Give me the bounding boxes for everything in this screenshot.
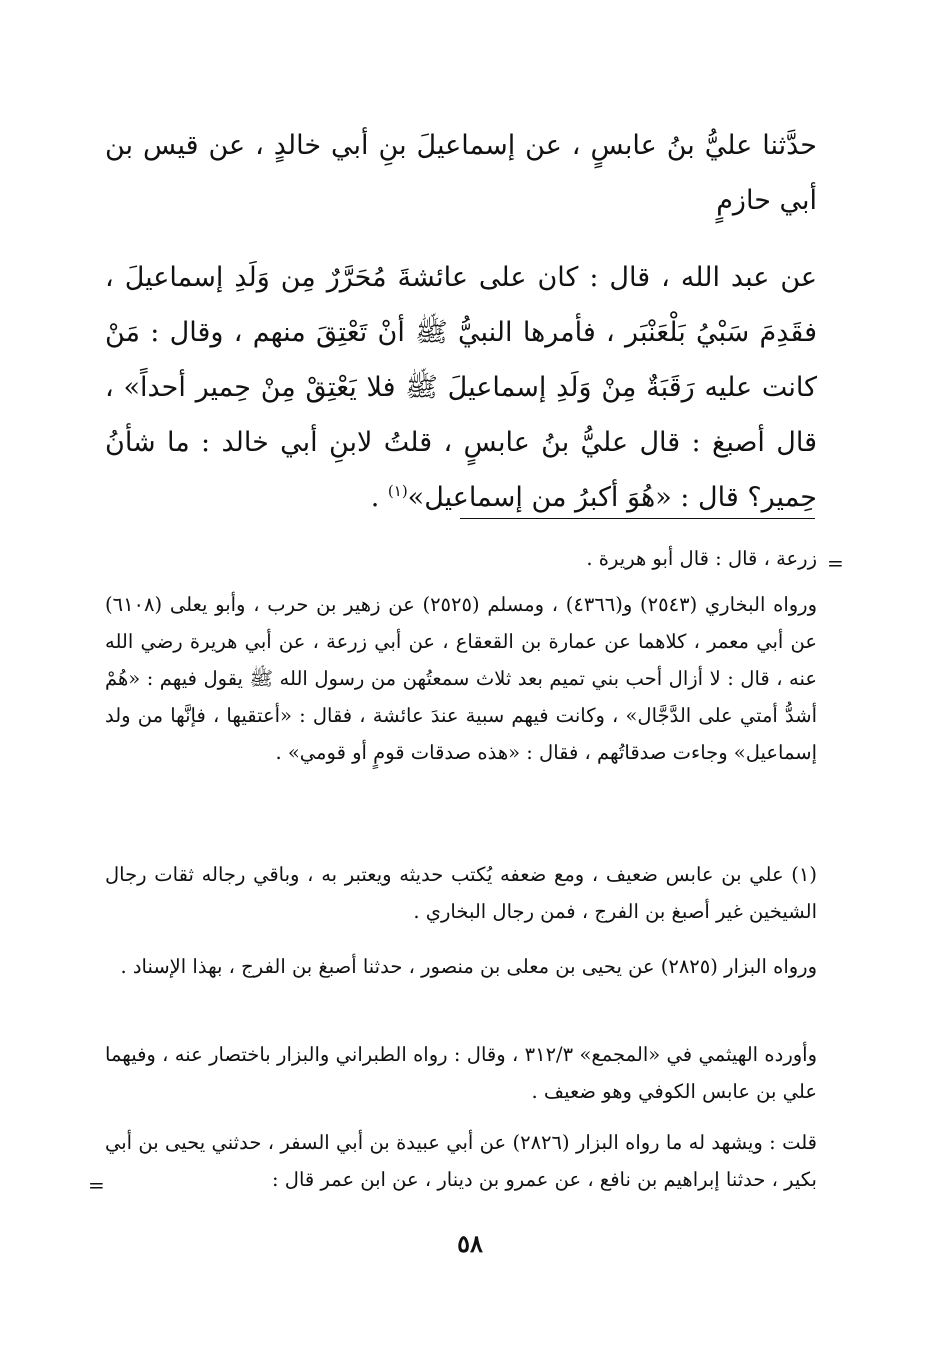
hadith-matn-end: .: [370, 482, 388, 513]
footnote-bukhari-paragraph: ورواه البخاري (٢٥٤٣) و(٤٣٦٦) ، ومسلم (٢٥٢٥) عن زهير بن حرب ، وأبو يعلى (٦١٠٨) عن أبي معمر ، كلاهما عن عمارة بن القعقاع ، عن أبي زرعة ، عن أبي هريرة رضي الله عنه ، قال : لا أزال أحب بني تميم بعد ثلاث سمعتُهن من رسول الله ﷺ يقول فيهم : «هُمْ أشدُّ أمتي على الدَّجَّال» ، وكانت فيهم سبية عندَ عائشة ، فقال : «أعتقيها ، فإنَّها من ولد إسماعيل» وجاءت صدقاتُهم ، فقال : «هذه صدقات قومٍ أو قومي» .: [105, 593, 817, 764]
footnote-continued-text: زرعة ، قال : قال أبو هريرة .: [586, 547, 817, 570]
footnote-reference: (١): [387, 482, 408, 500]
hadith-isnad: حدَّثنا عليُّ بنُ عابسٍ ، عن إسماعيلَ بنِ أبي خالدٍ ، عن قيس بن أبي حازمٍ: [105, 130, 817, 216]
footnote-divider: [460, 518, 815, 519]
footnote-qultu-paragraph: قلت : ويشهد له ما رواه البزار (٢٨٢٦) عن أبي عبيدة بن أبي السفر ، حدثني يحيى بن أبي بكير ، حدثنا إبراهيم بن نافع ، عن عمرو بن دينار ، عن ابن عمر قال :: [105, 1131, 817, 1191]
footnote-1: (١) علي بن عابس ضعيف ، ومع ضعفه يُكتب حديثه ويعتبر به ، وباقي رجاله ثقات رجال الشيخين غير أصبغ بن الفرج ، فمن رجال البخاري .: [105, 863, 817, 923]
hadith-matn: [105, 250, 817, 525]
continuation-mark-top: =: [827, 551, 844, 575]
page-number: ٥٨: [457, 1229, 483, 1258]
footnote-bazzar-paragraph: ورواه البزار (٢٨٢٥) عن يحيى بن معلى بن منصور ، حدثنا أصبغ بن الفرج ، بهذا الإسناد .: [120, 955, 817, 978]
continuation-mark-bottom: =: [88, 1173, 105, 1197]
hadith-matn-text: عن عبد الله ، قال : كان على عائشةَ مُحَرَّرٌ مِن وَلَدِ إسماعيلَ ، فقَدِمَ سَبْيُ بَلْعَنْبَر ، فأمرها النبيُّ ﷺ أنْ تَعْتِقَ منهم ، وقال : مَنْ كانت عليه رَقَبَةٌ مِنْ وَلَدِ إسماعيلَ ﷺ فلا يَعْتِقْ مِنْ حِمير أحداً» ، قال أصبغ : قال عليُّ بنُ عابسٍ ، قلتُ لابنِ أبي خالد : ما شأنُ حِمير؟ قال : «هُوَ أكبرُ من إسماعيل»: [105, 262, 818, 513]
footnote-haythami-paragraph: وأورده الهيثمي في «المجمع» ٣١٢/٣ ، وقال : رواه الطبراني والبزار باختصار عنه ، وفيهما علي بن عابس الكوفي وهو ضعيف .: [105, 1043, 818, 1103]
